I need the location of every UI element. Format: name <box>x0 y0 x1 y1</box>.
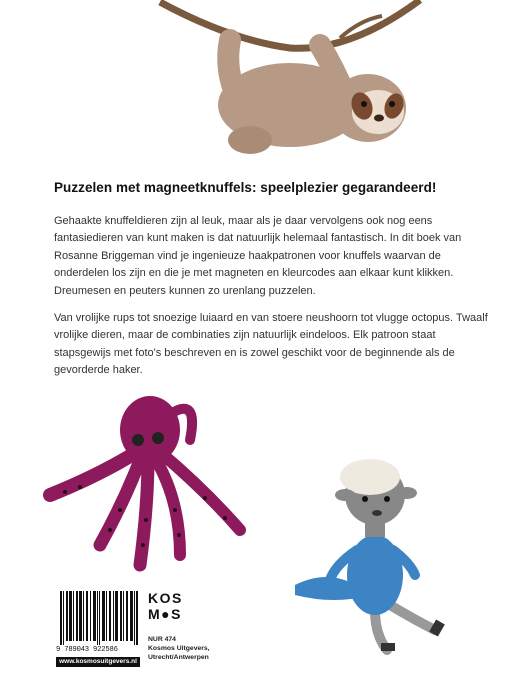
publisher-location: Utrecht/Antwerpen <box>148 654 209 662</box>
publisher-name: Kosmos Uitgevers, <box>148 645 210 653</box>
isbn-number: 9 789043 922586 <box>56 646 118 654</box>
nur-code: NUR 474 <box>148 636 176 643</box>
octopus-toy-image <box>30 380 270 580</box>
publisher-url: www.kosmosuitgevers.nl <box>56 657 140 667</box>
logo-line-1: KOS <box>148 590 183 606</box>
sheep-toy-image <box>275 455 460 655</box>
barcode <box>56 589 140 669</box>
publisher-info <box>148 635 248 663</box>
description-paragraph: Van vrolijke rups tot snoezige luiaard en van stoere neushoorn tot vlugge octopus. Twaalf vrolijke dieren, maar de combinaties zijn natuurlijk eindeloos. Elk patroon staat stapsgewijs met foto's beschreven en is zowel geschikt voor de beginnende als de gevorderde haker. <box>54 312 488 377</box>
description-paragraph: Gehaakte knuffeldieren zijn al leuk, maar als je daar vervolgens ook nog eens fantasiedieren van kunt maken is dat natuurlijk helemaal fantastisch. In dit boek van Rosanne Briggeman vind je ingenieuze haakpatronen voor knuffels waarvan de onderdelen los zijn en die je met magneten en kleurcodes aan elkaar kunt klikken. Dreumesen en peuters kunnen zo urenlang puzzelen. <box>54 215 462 297</box>
kosmos-logo <box>148 591 186 627</box>
page-title: Puzzelen met magneetknuffels: speelplezier gegarandeerd! <box>54 180 437 195</box>
barcode-bars <box>60 591 138 645</box>
logo-line-2: M●S <box>148 606 182 622</box>
sloth-toy-image <box>150 0 430 160</box>
